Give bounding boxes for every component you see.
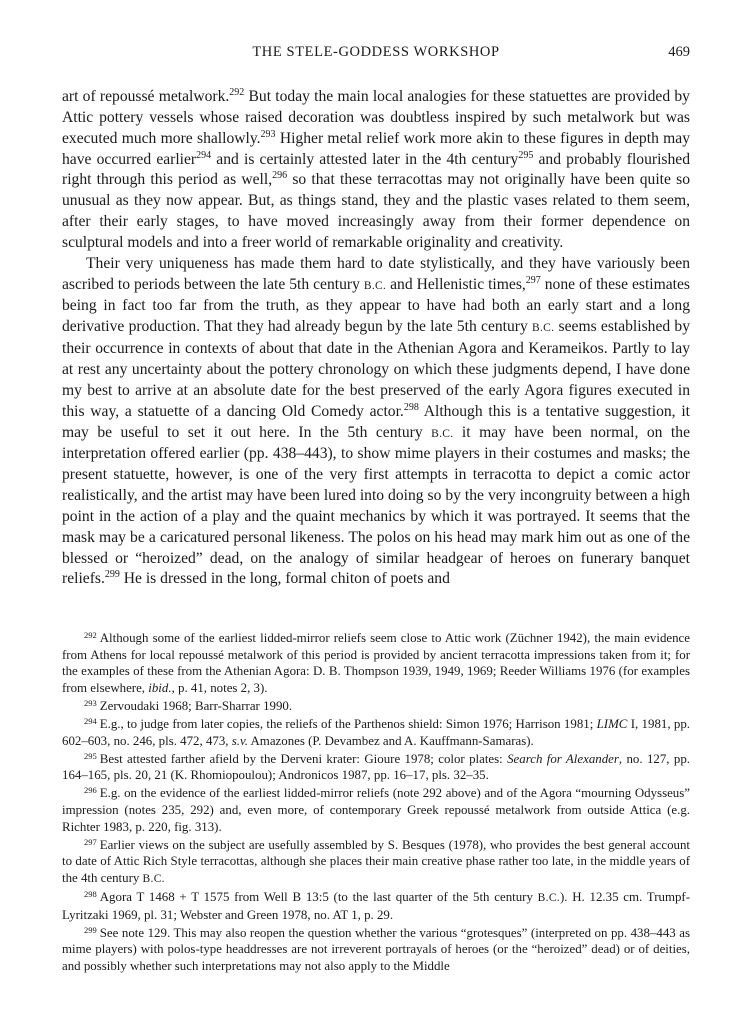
- text-run: so that these terracottas may not originally have been quite so unusual as they now appear. But, as things stand, they and the plastic vases related to them seem, after their early stages, to have moved increasingly away from their former dependence on sculptural models and into a freer world of remarkable originality and creativity.: [62, 171, 690, 251]
- footnote-number: 299: [84, 924, 97, 935]
- footnote-italic: s.v.: [231, 733, 248, 748]
- text-run: art of repoussé metalwork.: [62, 88, 230, 105]
- footnote-text: , no. 127, pp. 164–165, pls. 20, 21 (K. Rhomiopoulou); Andronicos 1987, pp. 16–17, pls. 32–35.: [62, 751, 690, 783]
- footnote-ref-298: 298: [403, 401, 419, 413]
- footnote-ref-295: 295: [518, 149, 534, 161]
- era-abbrev: B.C.: [142, 872, 165, 885]
- text-run: and Hellenistic times,: [386, 275, 526, 293]
- footnote-text: , p. 41, notes 2, 3).: [171, 680, 268, 695]
- footnote-text: Zervoudaki 1968; Barr-Sharrar 1990.: [99, 698, 293, 713]
- footnote-ref-293: 293: [260, 128, 276, 140]
- era-abbrev: B.C.: [363, 279, 387, 292]
- paragraph-2: [62, 254, 690, 591]
- footnote-ref-296: 296: [272, 170, 288, 182]
- footnote-italic: LIMC: [596, 716, 628, 731]
- footnote-number: 292: [84, 630, 97, 640]
- footnote-ref-292: 292: [229, 87, 245, 98]
- footnote-number: 296: [84, 785, 97, 796]
- main-text: [62, 87, 690, 590]
- era-abbrev: B.C.: [431, 427, 454, 440]
- footnote-296: [62, 785, 690, 835]
- footnote-italic: Search for Alexander: [507, 751, 619, 766]
- text-run: and is certainly attested later in the 4th century: [211, 150, 519, 168]
- text-run: seems established by their occurrence in contexts of about that date in the Athenian Agora and Kerameikos. Partly to lay at rest any uncertainty about the pottery chronology on which these judgments depend, I have done my best to arrive at an absolute date for the best preserved of the early Agora figures executed in this way, a statuette of a dancing Old Comedy actor.: [62, 318, 691, 420]
- footnote-text: E.g. on the evidence of the earliest lidded-mirror reliefs (note 292 above) and of the Agora “mourning Odysseus” impression (notes 235, 292) and, even more, of contemporary Greek repoussé metalwork from outside Attica (e.g. Richter 1983, p. 220, fig. 313).: [62, 786, 690, 834]
- footnote-ref-294: 294: [196, 149, 212, 161]
- footnote-294: [62, 716, 690, 749]
- text-run: and probably flourished right through this period as well,: [62, 150, 690, 189]
- footnote-text: I, 1981, pp. 602–603, no. 246, pls. 472, 473,: [62, 716, 690, 748]
- footnote-297: [62, 837, 690, 888]
- footnote-text: See note 129. This may also reopen the question whether the various “grotesques” (interpreted on pp. 438–443 as mime players) with polos-type headdresses are not irreverent portrayals of heroes (or the “heroized” dead) or of deities, and possibly whether such interpretations may not also apply to the Middle: [62, 925, 690, 973]
- footnote-text: Amazones (P. Devambez and A. Kauffmann-Samaras).: [247, 733, 534, 748]
- footnote-299: [62, 925, 690, 975]
- running-title: THE STELE-GODDESS WORKSHOP: [252, 44, 500, 60]
- era-abbrev: B.C.: [537, 891, 560, 904]
- footnote-text: Although some of the earliest lidded-mirror reliefs seem close to Attic work (Züchner 1942), the main evidence from Athens for local repoussé metalwork of this period is provided by ancient terracotta impressions taken from it; for the examples of these from the Athenian Agora: D. B. Thompson 1939, 1949, 1969; Reeder Williams 1976 (for examples from elsewhere,: [62, 631, 690, 695]
- text-run: Higher metal relief work more akin to these figures in depth may have occurred earlier: [62, 129, 691, 168]
- text-run: it may have been normal, on the interpretation offered earlier (pp. 438–443), to show mime players in their costumes and masks; the present statuette, however, is one of the very first attempts in terracotta to depict a comic actor realistically, and the artist may have been lured into doing so by the very incongruity between a high point in the action of a play and the quaint mechanics by which it was portrayed. It seems that the mask may be a caricatured personal likeness. The polos on his head may mark him out as one of the blessed or “heroized” dead, on the analogy of similar headgear of heroes on funerary banquet reliefs.: [62, 423, 690, 588]
- footnote-text: E.g., to judge from later copies, the reliefs of the Parthenos shield: Simon 1976; Harrison 1981;: [99, 716, 597, 731]
- footnote-text: Earlier views on the subject are usefully assembled by S. Besques (1978), who provides the best general account to date of Attic Rich Style terracottas, although she places their main creative phase rather too late, in the middle years of the 4th century: [62, 837, 690, 885]
- footnote-number: 293: [84, 697, 97, 708]
- footnote-number: 294: [84, 715, 97, 726]
- footnote-italic: ibid.: [148, 680, 172, 695]
- footnotes: [62, 630, 690, 976]
- running-header: [62, 44, 690, 66]
- footnote-text: ). H. 12.35 cm. Trumpf-Lyritzaki 1969, pl. 31; Webster and Green 1978, no. AT 1, p. 29.: [62, 889, 690, 922]
- footnote-number: 298: [84, 888, 97, 899]
- paragraph-1: [62, 87, 690, 254]
- footnote-293: [62, 698, 690, 715]
- page-number: 469: [668, 44, 690, 60]
- era-abbrev: B.C.: [532, 322, 555, 335]
- text-run: Although this is a tentative suggestion, it may be useful to set it out here. In the 5th century: [62, 402, 690, 441]
- footnote-ref-297: 297: [525, 274, 541, 286]
- footnote-text: Best attested farther afield by the Derveni krater: Gioure 1978; color plates:: [99, 751, 508, 766]
- footnote-text: Agora T 1468 + T 1575 from Well B 13:5 (to the last quarter of the 5th century: [99, 889, 538, 904]
- footnote-number: 295: [84, 750, 97, 761]
- footnote-295: [62, 751, 690, 784]
- footnote-number: 297: [84, 836, 97, 847]
- text-run: But today the main local analogies for these statuettes are provided by Attic pottery vessels whose raised decoration was doubtless inspired by such metalwork but was executed much more shallowly.: [62, 88, 690, 147]
- text-run: Their very uniqueness has made them hard to date stylistically, and they have variously been ascribed to periods between the late 5th century: [62, 254, 690, 293]
- footnote-298: [62, 889, 690, 923]
- text-run: none of these estimates being in fact too far from the truth, as they appear to have had both an early start and a long derivative production. That they had already begun by the late 5th century: [62, 275, 691, 336]
- footnote-292: [62, 630, 690, 696]
- text-run: He is dressed in the long, formal chiton of poets and: [119, 570, 450, 588]
- footnote-ref-299: 299: [104, 569, 120, 581]
